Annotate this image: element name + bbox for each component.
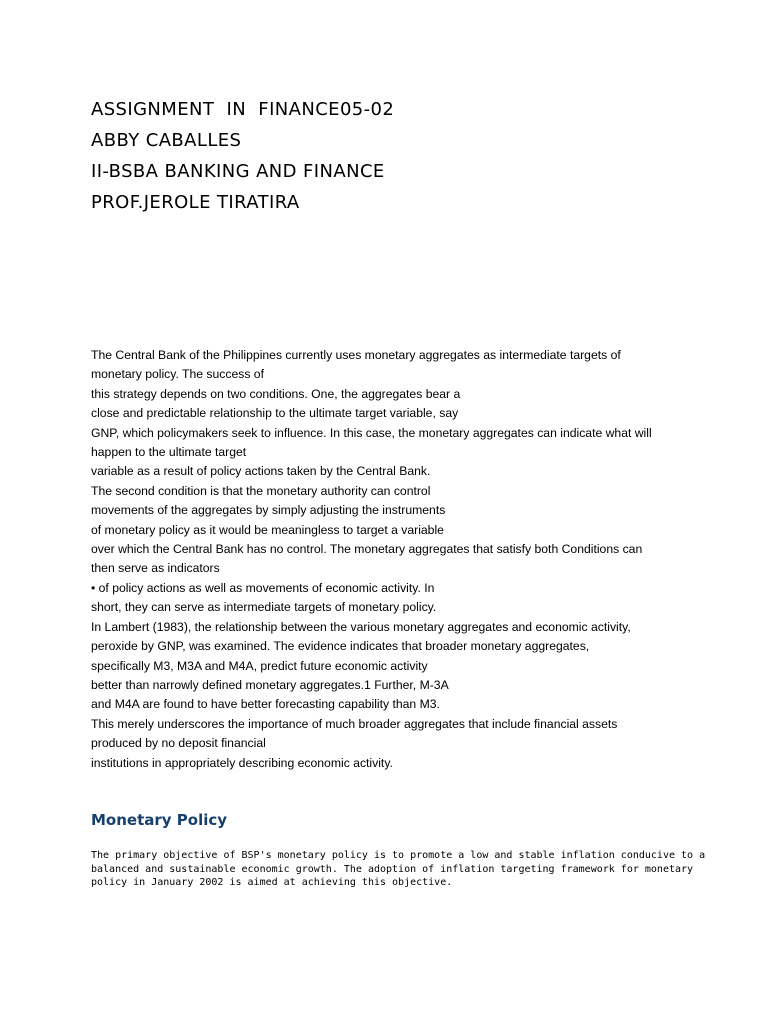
body-line: short, they can serve as intermediate targets of monetary policy. — [91, 600, 437, 615]
body-line: and M4A are found to have better forecasting capability than M3. — [91, 697, 440, 712]
body-line: better than narrowly defined monetary aggregates.1 Further, M-3A — [91, 677, 449, 692]
body-line: this strategy depends on two conditions. One, the aggregates bear a — [91, 386, 461, 401]
assignment-header — [91, 94, 394, 218]
body-line: • of policy actions as well as movements of economic activity. In — [91, 580, 435, 595]
body-line: The second condition is that the monetary authority can control — [91, 483, 431, 498]
student-name: ABBY CABALLES — [91, 130, 242, 151]
body-line: In Lambert (1983), the relationship between the various monetary aggregates and economic activity, — [91, 619, 631, 634]
policy-line: balanced and sustainable economic growth. The adoption of inflation targeting framework for monetary — [91, 863, 694, 875]
policy-line: The primary objective of BSP's monetary policy is to promote a low and stable inflation conducive to a — [91, 850, 706, 861]
course-program: II-BSBA BANKING AND FINANCE — [91, 161, 385, 182]
professor-name: PROF.JEROLE TIRATIRA — [91, 192, 300, 213]
body-line: peroxide by GNP, was examined. The evidence indicates that broader monetary aggregates, — [91, 639, 590, 654]
body-line: specifically M3, M3A and M4A, predict future economic activity — [91, 658, 428, 673]
body-line: institutions in appropriately describing economic activity. — [91, 755, 393, 770]
body-line: GNP, which policymakers seek to influence. In this case, the monetary aggregates can indicate what will — [91, 425, 652, 440]
body-line: then serve as indicators — [91, 561, 220, 576]
body-line: The Central Bank of the Philippines currently uses monetary aggregates as intermediate targets of — [91, 348, 621, 362]
policy-line: policy in January 2002 is aimed at achieving this objective. — [91, 877, 453, 888]
body-line: This merely underscores the importance of much broader aggregates that include financial assets — [91, 716, 618, 731]
body-line: happen to the ultimate target — [91, 445, 247, 460]
body-line: of monetary policy as it would be meaningless to target a variable — [91, 522, 444, 537]
section-heading-monetary-policy: Monetary Policy — [91, 811, 228, 829]
body-text — [91, 346, 691, 773]
body-line: close and predictable relationship to the ultimate target variable, say — [91, 406, 459, 421]
body-line: over which the Central Bank has no control. The monetary aggregates that satisfy both Conditions can — [91, 542, 643, 557]
monetary-policy-text — [91, 849, 706, 890]
body-line: monetary policy. The success of — [91, 367, 264, 382]
assignment-title: ASSIGNMENT IN FINANCE05-02 — [91, 99, 395, 120]
body-line: movements of the aggregates by simply adjusting the instruments — [91, 503, 446, 518]
body-line: produced by no deposit financial — [91, 736, 266, 751]
body-line: variable as a result of policy actions taken by the Central Bank. — [91, 464, 431, 479]
